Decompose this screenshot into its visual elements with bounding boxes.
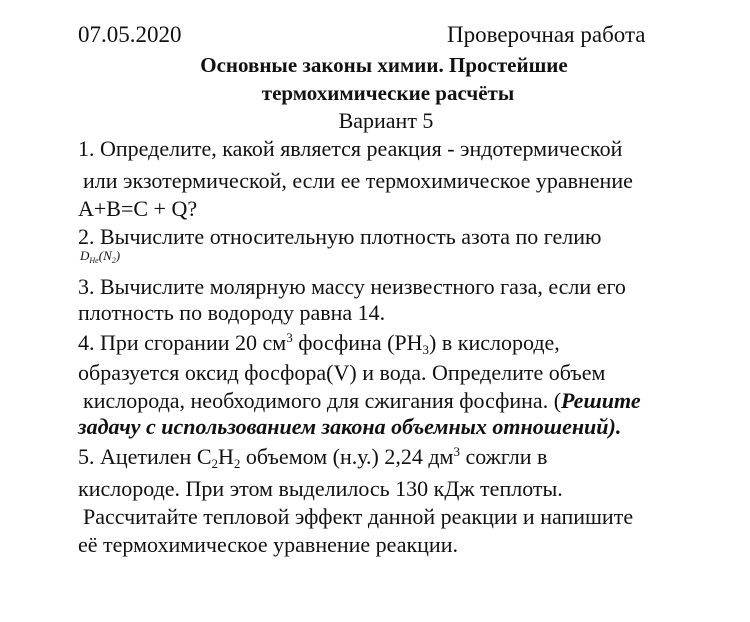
question-5-line-2: кислороде. При этом выделилось 130 кДж теплоты. — [78, 476, 563, 501]
work-label: Проверочная работа — [447, 22, 646, 47]
question-3-line-1: 3. Вычислите молярную массу неизвестного газа, если его — [78, 274, 626, 299]
question-2-line-1: 2. Вычислите относительную плотность азота по гелию — [78, 224, 602, 249]
question-5-line-3: Рассчитайте тепловой эффект данной реакции и напишите — [83, 504, 634, 529]
question-1-line-1: 1. Определите, какой является реакция - эндотермической — [78, 136, 623, 161]
question-4-line-1: 4. При сгорании 20 $см^3$ фосфина $(PH_3)$ в кислороде, — [78, 330, 560, 357]
question-1-line-2: или экзотермической, если ее термохимическое уравнение — [83, 168, 633, 193]
question-3-line-2: плотность по водороду равна 14. — [78, 300, 386, 325]
question-5-line-4: её термохимическое уравнение реакции. — [78, 532, 458, 557]
title-line-2: термохимические расчёты — [261, 81, 515, 105]
density-formula: $D_{He}(N_2)$ — [80, 248, 121, 265]
date: 07.05.2020 — [78, 22, 182, 47]
question-4-line-3: кислорода, необходимого для сжигания фосфина. (Решите — [83, 388, 641, 413]
question-4-line-4: задачу с использованием закона объемных отношений). — [78, 414, 622, 439]
question-4-line-2: образуется оксид фосфора(V) и вода. Определите объем — [78, 360, 606, 385]
variant: Вариант 5 — [338, 108, 434, 133]
question-1-line-3: A+B=C + Q? — [78, 196, 198, 221]
question-5-line-1: 5. Ацетилен $C_2H_2$ объемом (н.у.) 2,24 $дм^3$ сожгли в — [78, 444, 548, 471]
title-line-1: Основные законы химии. Простейшие — [200, 53, 568, 77]
